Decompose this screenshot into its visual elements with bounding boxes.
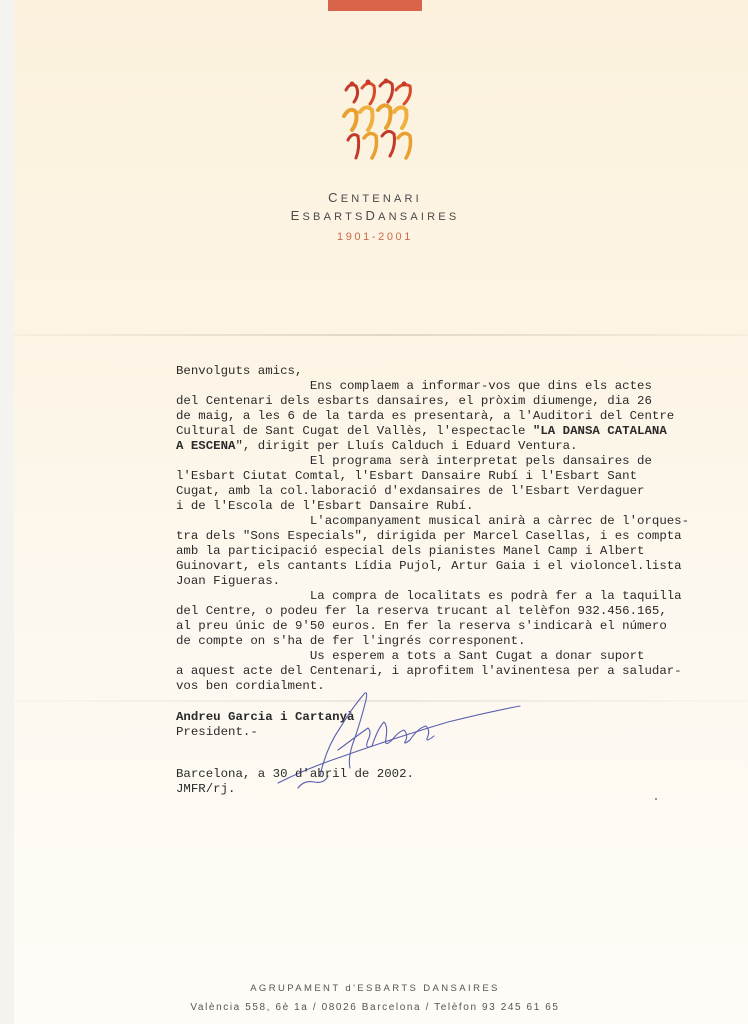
letter-line: La compra de localitats es podrà fer a la taquilla xyxy=(176,589,682,603)
letter-line: Joan Figueras. xyxy=(176,574,281,588)
paper-fold-line xyxy=(14,334,748,336)
footer-organization: AGRUPAMENT d'ESBARTS DANSAIRES xyxy=(250,983,500,994)
show-title: A ESCENA xyxy=(176,439,236,453)
letter-line: l'Esbart Ciutat Comtal, l'Esbart Dansaire Rubí i l'Esbart Sant xyxy=(176,469,638,483)
letter-line: El programa serà interpretat pels dansaires de xyxy=(176,454,652,468)
letter-salutation: Benvolguts amics, xyxy=(176,364,303,378)
letterhead-title: CENTENARI xyxy=(328,190,422,205)
letter-line: Cultural de Sant Cugat del Vallès, l'espectacle "LA DANSA CATALANA xyxy=(176,424,667,438)
letter-line: amb la participació especial dels pianistes Manel Camp i Albert xyxy=(176,544,645,558)
letter-line: al preu únic de 9'50 euros. En fer la reserva s'indicarà el número xyxy=(176,619,667,633)
paper-speck xyxy=(655,798,657,800)
letter-reference: JMFR/rj. xyxy=(176,782,236,796)
letter-line: Us esperem a tots a Sant Cugat a donar suport xyxy=(176,649,645,663)
show-title: "LA DANSA CATALANA xyxy=(532,424,667,438)
letter-line: del Centre, o podeu fer la reserva trucant al telèfon 932.456.165, xyxy=(176,604,667,618)
letter-line: de maig, a les 6 de la tarda es presentarà, a l'Auditori del Centre xyxy=(176,409,675,423)
letter-line: Guinovart, els cantants Lídia Pujol, Artur Gaia i el violoncel.lista xyxy=(176,559,682,573)
letter-line: i de l'Escola de l'Esbart Dansaire Rubí. xyxy=(176,499,474,513)
letterhead-color-tab xyxy=(328,0,422,11)
letterhead-subtitle: ESBARTSDANSAIRES xyxy=(290,208,460,223)
letter-place-date: Barcelona, a 30 d'abril de 2002. xyxy=(176,767,414,781)
letterhead-years: 1901-2001 xyxy=(336,231,413,243)
letter-line: del Centenari dels esbarts dansaires, el pròxim diumenge, dia 26 xyxy=(176,394,652,408)
signer-name: Andreu Garcia i Cartanyà xyxy=(176,710,355,724)
letter-line: Ens complaem a informar-vos que dins els actes xyxy=(176,379,652,393)
letter-line: tra dels "Sons Especials", dirigida per Marcel Casellas, i es compta xyxy=(176,529,682,543)
dancers-logo-icon xyxy=(338,78,422,168)
signer-title: President.- xyxy=(176,725,258,739)
letter-line: a aquest acte del Centenari, i aprofitem l'avinentesa per a saludar- xyxy=(176,664,682,678)
letter-line: A ESCENA", dirigit per Lluís Calduch i Eduard Ventura. xyxy=(176,439,578,453)
letter-line: Cugat, amb la col.laboració d'exdansaires de l'Esbart Verdaguer xyxy=(176,484,645,498)
footer-address: València 558, 6è 1a / 08026 Barcelona / Telèfon 93 245 61 65 xyxy=(190,1002,560,1013)
letter-line: de compte on s'ha de fer l'ingrés corresponent. xyxy=(176,634,526,648)
letter-line: vos ben cordialment. xyxy=(176,679,325,693)
letter-line: L'acompanyament musical anirà a càrrec de l'orques- xyxy=(176,514,690,528)
